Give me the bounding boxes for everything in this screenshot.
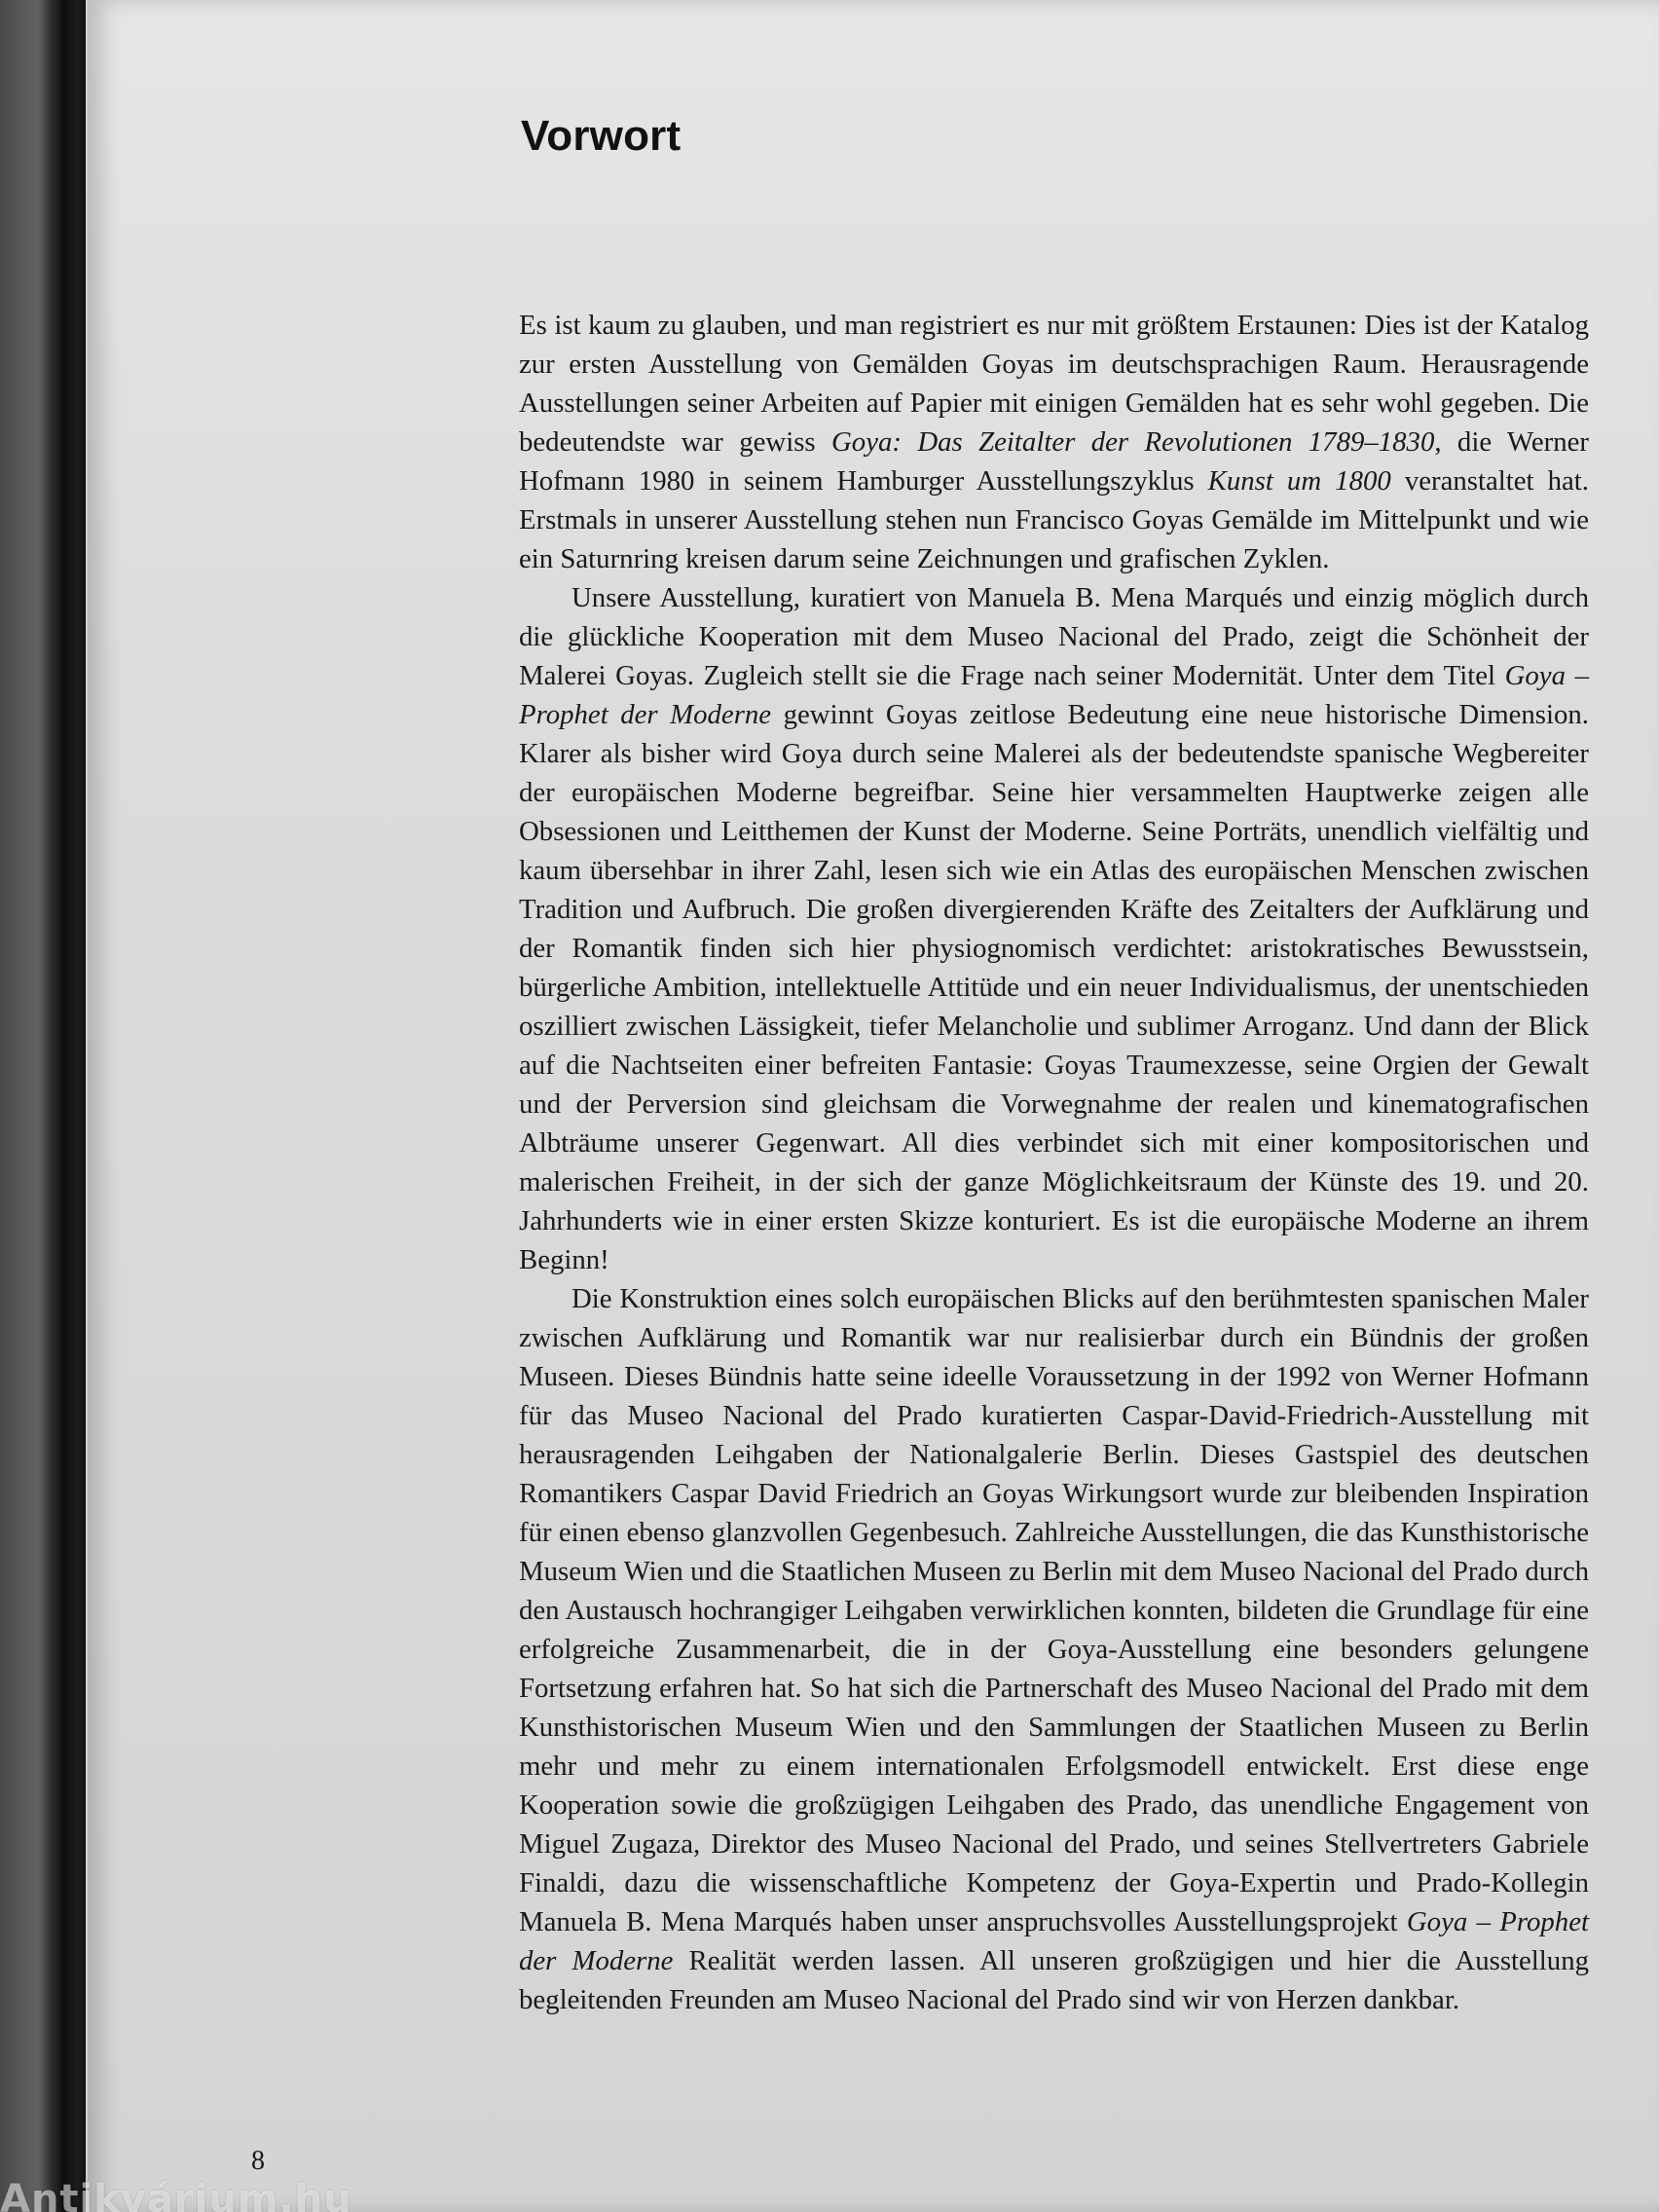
paragraph: [519, 306, 1589, 578]
text-run: Es ist kaum zu glauben, und man registriert es nur mit größtem Erstaunen: Dies ist der Katalog zur ersten Ausstellung von Gemälden Goyas im deutschsprachigen Raum. Herausragende Ausstellungen seiner Arbeiten auf Papier mit einigen Gemälden hat es sehr wohl gegeben. Die bedeutendste war gewiss: [519, 310, 1589, 458]
body-text: [519, 306, 1589, 2019]
watermark: Antikvárium.hu: [0, 2177, 352, 2212]
text-run: gewinnt Goyas zeitlose Bedeutung eine neue historische Dimension. Klarer als bisher wird Goya durch seine Malerei als der bedeutendste spanische Wegbereiter der europäischen Moderne begreifbar. Seine hier versammelten Hauptwerke zeigen alle Obsessionen und Leitthemen der Kunst der Moderne. Seine Porträts, unendlich vielfältig und kaum übersehbar in ihrer Zahl, lesen sich wie ein Atlas des europäischen Menschen zwischen Tradition und Aufbruch. Die großen divergierenden Kräfte des Zeitalters der Aufklärung und der Romantik finden sich hier physiognomisch verdichtet: aristokratisches Bewusstsein, bürgerliche Ambition, intellektuelle Attitüde und ein neuer Individualismus, der unentschieden oszilliert zwischen Lässigkeit, tiefer Melancholie und sublimer Arroganz. Und dann der Blick auf die Nachtseiten einer befreiten Fantasie: Goyas Traumexzesse, seine Orgien der Gewalt und der Perversion sind gleichsam die Vorwegnahme der realen und kinematografischen Albträume unserer Gegenwart. All dies verbindet sich mit einer kompositorischen und malerischen Freiheit, in der sich der ganze Möglichkeitsraum der Künste des 19. und 20. Jahrhunderts wie in einer ersten Skizze konturiert. Es ist die europäische Moderne an ihrem Beginn!: [519, 699, 1589, 1275]
text-run: Unsere Ausstellung, kuratiert von Manuela B. Mena Marqués und einzig möglich durch die glückliche Kooperation mit dem Museo Nacional del Prado, zeigt die Schönheit der Malerei Goyas. Zugleich stellt sie die Frage nach seiner Modernität. Unter dem Titel: [519, 582, 1589, 691]
page-title: Vorwort: [521, 112, 682, 160]
text-run: , die Werner Hofmann 1980 in seinem Hamburger Ausstellungszyklus: [519, 426, 1589, 497]
text-run: Die Konstruktion eines solch europäischen Blicks auf den berühmtesten spanischen Maler zwischen Aufklärung und Romantik war nur realisierbar durch ein Bündnis der großen Museen. Dieses Bündnis hatte seine ideelle Voraussetzung in der 1992 von Werner Hofmann für das Museo Nacional del Prado kuratierten Caspar-David-Friedrich-Ausstellung mit herausragenden Leihgaben der Nationalgalerie Berlin. Dieses Gastspiel des deutschen Romantikers Caspar David Friedrich an Goyas Wirkungsort wurde zur bleibenden Inspiration für einen ebenso glanzvollen Gegenbesuch. Zahlreiche Ausstellungen, die das Kunsthistorische Museum Wien und die Staatlichen Museen zu Berlin mit dem Museo Nacional del Prado durch den Austausch hochrangiger Leihgaben verwirklichen konnten, bildeten die Grundlage für eine erfolgreiche Zusammenarbeit, die in der Goya-Ausstellung eine besonders gelungene Fortsetzung erfahren hat. So hat sich die Partnerschaft des Museo Nacional del Prado mit dem Kunsthistorischen Museum Wien und den Sammlungen der Staatlichen Museen zu Berlin mehr und mehr zu einem internationalen Erfolgsmodell entwickelt. Erst diese enge Kooperation sowie die großzügigen Leihgaben des Prado, das unendliche Engagement von Miguel Zugaza, Direktor des Museo Nacional del Prado, und seines Stellvertreters Gabriele Finaldi, dazu die wissenschaftliche Kompetenz der Goya-Expertin und Prado-Kollegin Manuela B. Mena Marqués haben unser anspruchsvolles Ausstellungsprojekt: [519, 1283, 1589, 1937]
book-binding-edge: [0, 0, 86, 2212]
page-number: 8: [251, 2146, 265, 2176]
italic-title: Kunst um 1800: [1207, 465, 1391, 497]
paragraph: [519, 1279, 1589, 2019]
italic-title: Goya – Prophet der Moderne: [519, 660, 1589, 730]
italic-title: Goya – Prophet der Moderne: [519, 1906, 1589, 1976]
text-run: veranstaltet hat. Erstmals in unserer Ausstellung stehen nun Francisco Goyas Gemälde im Mittelpunkt und wie ein Saturnring kreisen darum seine Zeichnungen und grafischen Zyklen.: [519, 465, 1589, 574]
text-run: Realität werden lassen. All unseren großzügigen und hier die Ausstellung begleitenden Freunden am Museo Nacional del Prado sind wir von Herzen dankbar.: [519, 1945, 1590, 2015]
italic-title: Goya: Das Zeitalter der Revolutionen 1789–1830: [831, 426, 1435, 458]
paragraph: [519, 578, 1589, 1279]
